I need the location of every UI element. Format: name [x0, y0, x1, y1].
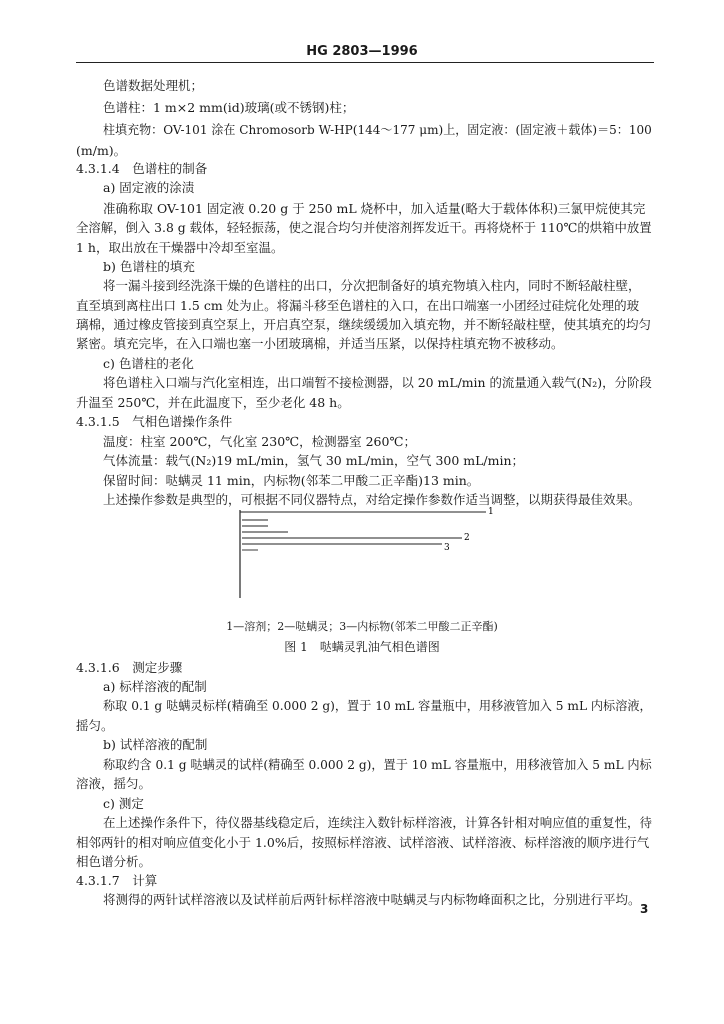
text-line: 准确称取 OV-101 固定液 0.20 g 于 250 mL 烧杯中，加入适量(略大于载体体积)三氯甲烷使其完 [103, 201, 646, 216]
section-heading: 4.3.1.7 计算 [76, 873, 158, 888]
text-line: 直至填到离柱出口 1.5 cm 处为止。将漏斗移至色谱柱的入口，在出口端塞一小团经过硅烷化处理的玻 [76, 298, 640, 313]
text-line: (m/m)。 [76, 143, 127, 158]
text-line: 紧密。填充完毕，在入口端也塞一小团玻璃棉，并适当压紧，以保持柱填充物不被移动。 [76, 336, 564, 351]
text-line: 保留时间：哒螨灵 11 min，内标物(邻苯二甲酸二正辛酯)13 min。 [103, 473, 480, 488]
subsection-heading: b) 试样溶液的配制 [103, 737, 208, 752]
figure-legend: 1—溶剂；2—哒螨灵；3—内标物(邻苯二甲酸二正辛酯) [226, 620, 498, 633]
peak-label-1: 1 [488, 507, 494, 517]
section-heading: 4.3.1.6 测定步骤 [76, 660, 183, 675]
text-line: 温度：柱室 200℃，气化室 230℃，检测器室 260℃； [103, 434, 416, 449]
text-line: 摇匀。 [76, 718, 114, 733]
text-line: 1 h，取出放在干燥器中冷却至室温。 [76, 240, 284, 255]
solvent-trace [242, 520, 288, 532]
text-line: 称取约含 0.1 g 哒螨灵的试样(精确至 0.000 2 g)，置于 10 mL 容量瓶中，用移液管加入 5 mL 内标 [103, 757, 652, 772]
text-line: 柱填充物：OV-101 涂在 Chromosorb W-HP(144～177 μm)上，固定液：(固定液＋载体)＝5：100 [103, 122, 652, 137]
text-line: 在上述操作条件下，待仪器基线稳定后，连续注入数针标样溶液，计算各针相对响应值的重复性，待 [103, 815, 653, 830]
chromatogram-figure [228, 500, 508, 610]
peak-label-2: 2 [464, 533, 470, 543]
text-line: 溶液，摇匀。 [76, 776, 152, 791]
section-heading: 4.3.1.4 色谱柱的制备 [76, 161, 208, 176]
text-line: 上述操作参数是典型的，可根据不同仪器特点，对给定操作参数作适当调整，以期获得最佳效果。 [103, 492, 641, 507]
text-line: 将测得的两针试样溶液以及试样前后两针标样溶液中哒螨灵与内标物峰面积之比，分别进行平均。 [103, 892, 641, 907]
standard-header: HG 2803—1996 [306, 44, 418, 59]
text-line: 全溶解，倒入 3.8 g 载体，轻轻振荡，使之混合均匀并使溶剂挥发近干。再将烧杯于 110℃的烘箱中放置 [76, 220, 652, 235]
peak-label-3: 3 [444, 543, 450, 553]
text-line: 升温至 250℃，并在此温度下，至少老化 48 h。 [76, 395, 350, 410]
subsection-heading: a) 标样溶液的配制 [103, 679, 207, 694]
text-line: 将一漏斗接到经洗涤干燥的色谱柱的出口，分次把制备好的填充物填入柱内，同时不断轻敲柱壁， [103, 278, 641, 293]
text-line: 将色谱柱入口端与汽化室相连，出口端暂不接检测器，以 20 mL/min 的流量通入载气(N₂)，分阶段 [103, 375, 652, 390]
subsection-heading: a) 固定液的涂渍 [103, 180, 195, 195]
header-rule [76, 62, 654, 63]
text-line: 称取 0.1 g 哒螨灵标样(精确至 0.000 2 g)，置于 10 mL 容量瓶中，用移液管加入 5 mL 内标溶液， [103, 698, 652, 713]
subsection-heading: c) 测定 [103, 796, 144, 811]
figure-caption: 图 1 哒螨灵乳油气相色谱图 [284, 640, 440, 654]
text-line: 璃棉，通过橡皮管接到真空泵上，开启真空泵，继续缓缓加入填充物，并不断轻敲柱壁，使其填充的均匀 [76, 317, 652, 332]
text-line: 色谱数据处理机； [103, 78, 204, 93]
subsection-heading: c) 色谱柱的老化 [103, 356, 194, 371]
text-line: 相色谱分析。 [76, 854, 152, 869]
section-heading: 4.3.1.5 气相色谱操作条件 [76, 414, 233, 429]
subsection-heading: b) 色谱柱的填充 [103, 259, 195, 274]
page-number: 3 [640, 902, 649, 916]
text-line: 气体流量：载气(N₂)19 mL/min，氢气 30 mL/min，空气 300 mL/min； [103, 453, 525, 468]
text-line: 色谱柱：1 m×2 mm(id)玻璃(或不锈钢)柱； [103, 100, 355, 115]
text-line: 相邻两针的相对响应值变化小于 1.0%后，按照标样溶液、试样溶液、试样溶液、标样溶液的顺序进行气 [76, 835, 650, 850]
